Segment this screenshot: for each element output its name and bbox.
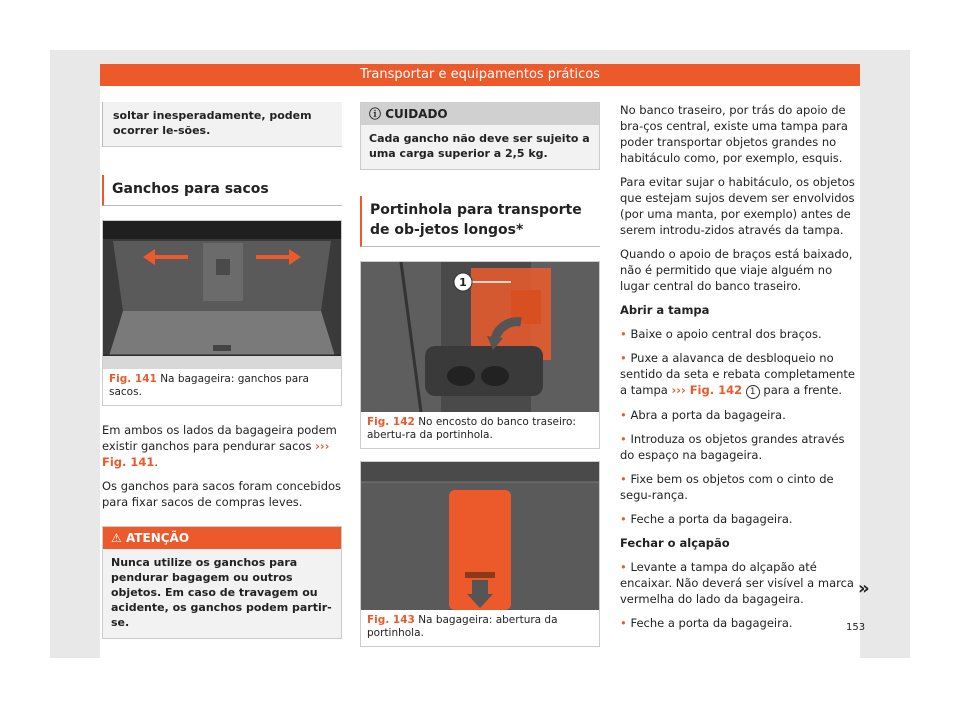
paragraph-dirty-objects: Para evitar sujar o habitáculo, os objetos que estejam sujos devem ser envolvidos (por uma manta, por exemplo) antes de serem introdu-zidos através da tampa. bbox=[620, 175, 855, 237]
step-open-3 bbox=[620, 407, 858, 423]
section-title-bag-hooks: Ganchos para sacos bbox=[102, 175, 342, 206]
trunk-image bbox=[103, 221, 341, 369]
caution-body: Cada gancho não deve ser sujeito a uma carga superior a 2,5 kg. bbox=[361, 125, 599, 169]
bullet-icon: • bbox=[620, 408, 627, 422]
step-open-5 bbox=[620, 471, 858, 503]
callout-number: 1 bbox=[746, 385, 760, 399]
bullet-icon: • bbox=[620, 432, 627, 446]
figure-142 bbox=[360, 261, 600, 449]
paragraph-hooks-location bbox=[102, 422, 342, 470]
attention-box bbox=[102, 526, 342, 639]
hatch-image bbox=[361, 462, 599, 610]
attention-body: Nunca utilize os ganchos para pendurar bagagem ou outros objetos. Em caso de travagem ou acidente, os ganchos podem partir-se. bbox=[103, 549, 341, 638]
paragraph-hooks-purpose: Os ganchos para sacos foram concebidos para fixar sacos de compras leves. bbox=[102, 479, 342, 509]
step-close-1 bbox=[620, 559, 858, 607]
section-title-ski-hatch: Portinhola para transporte de ob-jetos longos* bbox=[360, 196, 600, 247]
step-open-6 bbox=[620, 511, 858, 527]
seat-image bbox=[361, 262, 599, 412]
bullet-icon: • bbox=[620, 327, 627, 341]
trunk-hatch-illustration bbox=[361, 462, 599, 610]
attention-title: ATENÇÃO bbox=[125, 531, 190, 545]
caution-title: CUIDADO bbox=[385, 107, 448, 121]
continue-mark: » bbox=[858, 578, 870, 599]
figure-142-caption bbox=[361, 412, 599, 448]
paragraph-hatch-intro: No banco traseiro, por trás do apoio de bra-ços central, existe uma tampa para poder transportar objetos grandes no habitáculo como, por exemplo, esquis. bbox=[620, 103, 848, 165]
caution-box bbox=[360, 102, 600, 170]
rear-seat-illustration bbox=[361, 262, 599, 412]
figure-141-caption bbox=[103, 369, 341, 405]
paragraph-armrest-warning: Quando o apoio de braços está baixado, não é permitido que viaje alguém no lugar central do banco traseiro. bbox=[620, 247, 853, 293]
step-text-end: para a frente. bbox=[763, 383, 843, 397]
step-text: Baixe o apoio central dos braços. bbox=[630, 327, 822, 341]
warning-continuation: soltar inesperadamente, podem ocorrer le-sões. bbox=[102, 102, 342, 147]
column-middle bbox=[360, 102, 600, 647]
figure-142-caption-text: No encosto do banco traseiro: abertu-ra da portinhola. bbox=[367, 416, 576, 441]
paragraph-hooks-text: Em ambos os lados da bagageira podem existir ganchos para pendurar sacos bbox=[102, 423, 337, 453]
step-open-4 bbox=[620, 431, 858, 463]
step-open-2 bbox=[620, 350, 858, 399]
bullet-icon: • bbox=[620, 351, 627, 365]
bullet-icon: • bbox=[620, 512, 627, 526]
info-circle-icon: ⓘ bbox=[369, 107, 382, 121]
step-open-1 bbox=[620, 326, 858, 342]
caution-header bbox=[361, 103, 599, 125]
column-right bbox=[620, 102, 858, 639]
step-text: Feche a porta da bagageira. bbox=[630, 616, 793, 630]
step-text: Abra a porta da bagageira. bbox=[630, 408, 786, 422]
step-text: Introduza os objetos grandes através do espaço na bagageira. bbox=[620, 432, 845, 462]
fig-141-link[interactable]: ››› Fig. 141 bbox=[102, 439, 330, 469]
fig-142-link[interactable]: ››› Fig. 142 bbox=[671, 383, 743, 397]
trunk-illustration bbox=[103, 221, 341, 369]
attention-header bbox=[103, 527, 341, 549]
figure-142-label: Fig. 142 bbox=[367, 416, 415, 428]
figure-141-label: Fig. 141 bbox=[109, 373, 157, 385]
figure-141 bbox=[102, 220, 342, 406]
heading-open-hatch: Abrir a tampa bbox=[620, 303, 710, 317]
warning-triangle-icon: ⚠ bbox=[111, 531, 122, 545]
bullet-icon: • bbox=[620, 472, 627, 486]
column-left bbox=[102, 102, 342, 655]
step-text: Fixe bem os objetos com o cinto de segu-rança. bbox=[620, 472, 834, 502]
paragraph-end: . bbox=[154, 455, 159, 469]
heading-close-hatch: Fechar o alçapão bbox=[620, 536, 730, 550]
bullet-icon: • bbox=[620, 560, 627, 574]
callout-1: 1 bbox=[459, 276, 467, 289]
page-header: Transportar e equipamentos práticos bbox=[100, 64, 860, 86]
figure-143 bbox=[360, 461, 600, 647]
figure-143-label: Fig. 143 bbox=[367, 614, 415, 626]
step-text: Puxe a alavanca de desbloqueio no sentido da seta e rebata completamente a tampa bbox=[620, 351, 856, 397]
figure-143-caption bbox=[361, 610, 599, 646]
step-text: Feche a porta da bagageira. bbox=[630, 512, 793, 526]
page-number: 153 bbox=[846, 622, 866, 633]
step-text: Levante a tampa do alçapão até encaixar. Não deverá ser visível a marca vermelha do lado da bagageira. bbox=[620, 560, 854, 606]
step-close-2 bbox=[620, 615, 858, 631]
figure-143-caption-text: Na bagageira: abertura da portinhola. bbox=[367, 614, 558, 639]
bullet-icon: • bbox=[620, 616, 627, 630]
figure-141-caption-text: Na bagageira: ganchos para sacos. bbox=[109, 373, 309, 398]
